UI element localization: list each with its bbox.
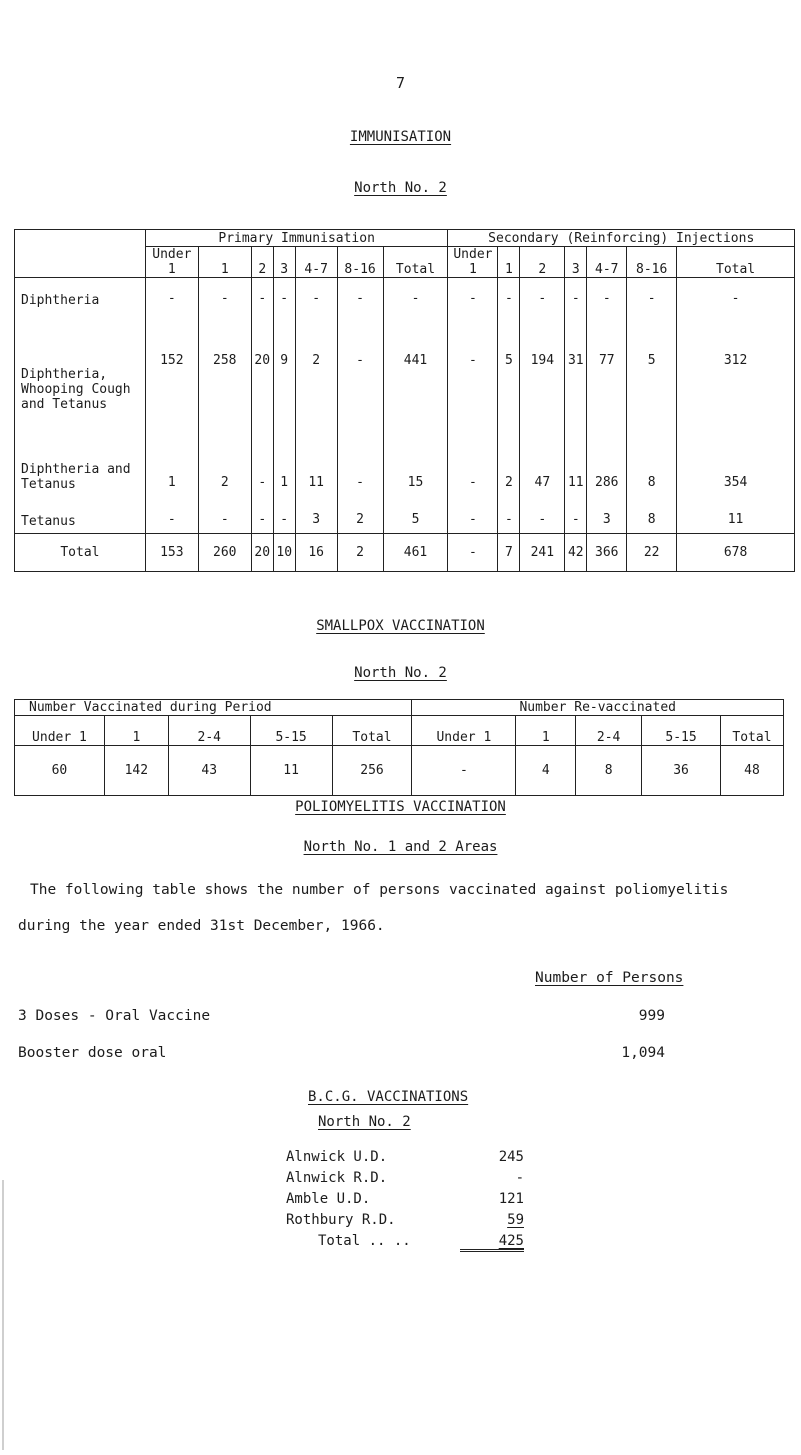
row-cell: 20 [251, 312, 273, 416]
smallpox-col-header: 2-4 [168, 716, 250, 746]
row-cell: 312 [677, 312, 795, 416]
empty-corner [15, 230, 146, 247]
row-cell: 8 [627, 416, 677, 496]
total-cell: 10 [273, 534, 295, 572]
row-cell: - [677, 278, 795, 312]
polio-paragraph: The following table shows the number of persons vaccinated against poliomyelitis during the year ended 31st December, 1966. [18, 882, 729, 934]
immunisation-table [14, 229, 795, 572]
smallpox-value: 36 [642, 746, 721, 796]
smallpox-value: 8 [576, 746, 642, 796]
row-cell: 11 [295, 416, 337, 496]
bcg-row-value: 121 [498, 1191, 524, 1207]
row-cell: - [198, 278, 251, 312]
smallpox-value: 4 [516, 746, 576, 796]
header-label-cell [15, 247, 146, 278]
row-cell: - [565, 278, 587, 312]
bcg-row-label: Alnwick R.D. [286, 1170, 388, 1186]
col-header: 3 [565, 247, 587, 278]
row-cell: - [337, 312, 383, 416]
bcg-row-label: Rothbury R.D. [286, 1212, 396, 1228]
row-cell: 441 [383, 312, 448, 416]
bcg-total-value: 425 [460, 1233, 524, 1252]
row-cell: - [337, 278, 383, 312]
row-cell: - [145, 496, 198, 534]
row-cell: 47 [520, 416, 565, 496]
total-cell: 22 [627, 534, 677, 572]
bcg-row-value: 59 [507, 1212, 524, 1228]
smallpox-title: SMALLPOX VACCINATION [316, 618, 485, 634]
row-cell: - [448, 312, 498, 416]
row-cell: 3 [295, 496, 337, 534]
bcg-title: B.C.G. VACCINATIONS [308, 1089, 469, 1105]
smallpox-value: 60 [15, 746, 105, 796]
row-cell: 2 [295, 312, 337, 416]
row-cell: 8 [627, 496, 677, 534]
row-cell: - [337, 416, 383, 496]
row-cell: 11 [565, 416, 587, 496]
col-header: 4-7 [295, 247, 337, 278]
total-cell: 16 [295, 534, 337, 572]
smallpox-table [14, 699, 784, 796]
col-header: 4-7 [587, 247, 627, 278]
row-cell: 2 [198, 416, 251, 496]
row-cell: - [295, 278, 337, 312]
immunisation-title: IMMUNISATION [349, 129, 452, 145]
row-cell: 9 [273, 312, 295, 416]
row-cell: - [565, 496, 587, 534]
total-cell: 260 [198, 534, 251, 572]
row-cell: 1 [273, 416, 295, 496]
row-cell: 77 [587, 312, 627, 416]
total-row-label: Total [15, 534, 146, 572]
col-header: 2 [520, 247, 565, 278]
bcg-row-value: 245 [498, 1149, 524, 1165]
row-cell: 1 [145, 416, 198, 496]
immunisation-row [15, 312, 795, 416]
smallpox-col-header: 5-15 [642, 716, 721, 746]
smallpox-col-header: 1 [516, 716, 576, 746]
row-cell: 152 [145, 312, 198, 416]
row-cell: 354 [677, 416, 795, 496]
row-cell: - [587, 278, 627, 312]
immunisation-subtitle: North No. 2 [354, 180, 447, 196]
row-cell: 11 [677, 496, 795, 534]
smallpox-value: - [412, 746, 516, 796]
smallpox-col-header: Under 1 [412, 716, 516, 746]
col-header: 2 [251, 247, 273, 278]
col-header: 8-16 [627, 247, 677, 278]
row-label: Diphtheria [15, 278, 146, 312]
row-cell: 5 [383, 496, 448, 534]
smallpox-col-header: 2-4 [576, 716, 642, 746]
smallpox-col-header: 1 [104, 716, 168, 746]
col-header: Total [383, 247, 448, 278]
row-cell: - [273, 496, 295, 534]
immunisation-row [15, 416, 795, 496]
group-secondary-header: Secondary (Reinforcing) Injections [448, 230, 795, 247]
total-cell: 241 [520, 534, 565, 572]
row-cell: 286 [587, 416, 627, 496]
total-cell: 153 [145, 534, 198, 572]
smallpox-value: 43 [168, 746, 250, 796]
row-cell: 5 [627, 312, 677, 416]
smallpox-col-header: Total [720, 716, 783, 746]
row-cell: - [198, 496, 251, 534]
row-cell: - [627, 278, 677, 312]
bcg-row-label: Amble U.D. [286, 1191, 371, 1207]
page-number: 7 [395, 74, 406, 92]
polio-column-heading: Number of Persons [535, 970, 684, 986]
row-cell: - [251, 496, 273, 534]
polio-row-value: 999 [638, 1008, 665, 1024]
row-cell: - [383, 278, 448, 312]
row-cell: - [520, 278, 565, 312]
polio-row-label: 3 Doses - Oral Vaccine [18, 1008, 211, 1024]
row-cell: - [273, 278, 295, 312]
row-cell: 2 [498, 416, 520, 496]
col-header: Under 1 [448, 247, 498, 278]
row-label: Diphtheria, Whooping Cough and Tetanus [15, 312, 146, 416]
row-cell: - [448, 416, 498, 496]
col-header: 8-16 [337, 247, 383, 278]
smallpox-subtitle: North No. 2 [354, 665, 447, 681]
row-cell: - [251, 278, 273, 312]
bcg-row-label: Alnwick U.D. [286, 1149, 388, 1165]
row-cell: - [498, 278, 520, 312]
row-cell: - [448, 496, 498, 534]
smallpox-header-row [15, 716, 784, 746]
smallpox-values-row [15, 746, 784, 796]
smallpox-col-header: Under 1 [15, 716, 105, 746]
row-cell: - [520, 496, 565, 534]
bcg-subtitle: North No. 2 [318, 1114, 411, 1130]
col-header: Total [677, 247, 795, 278]
bcg-total-label: Total .. .. [318, 1233, 411, 1249]
total-cell: 20 [251, 534, 273, 572]
smallpox-value: 142 [104, 746, 168, 796]
row-cell: 2 [337, 496, 383, 534]
row-cell: 3 [587, 496, 627, 534]
group-primary-header: Primary Immunisation [145, 230, 448, 247]
smallpox-value: 11 [250, 746, 332, 796]
row-cell: 258 [198, 312, 251, 416]
total-cell: 7 [498, 534, 520, 572]
row-cell: - [448, 278, 498, 312]
row-cell: 31 [565, 312, 587, 416]
row-label: Diphtheria and Tetanus [15, 416, 146, 496]
group-vaccinated-header: Number Vaccinated during Period [15, 700, 412, 716]
total-cell: 461 [383, 534, 448, 572]
total-cell: 2 [337, 534, 383, 572]
polio-row-label: Booster dose oral [18, 1045, 167, 1061]
polio-row-value: 1,094 [621, 1045, 665, 1061]
row-cell: - [145, 278, 198, 312]
col-header: 3 [273, 247, 295, 278]
row-label: Tetanus [15, 496, 146, 534]
smallpox-col-header: Total [332, 716, 412, 746]
scan-margin-line [2, 1180, 4, 1450]
smallpox-value: 256 [332, 746, 412, 796]
row-cell: - [251, 416, 273, 496]
bcg-row-value: - [515, 1170, 524, 1186]
col-header: 1 [498, 247, 520, 278]
immunisation-total-row [15, 534, 795, 572]
immunisation-header-row [15, 247, 795, 278]
total-cell: 42 [565, 534, 587, 572]
group-revaccinated-header: Number Re-vaccinated [412, 700, 784, 716]
col-header: 1 [198, 247, 251, 278]
smallpox-value: 48 [720, 746, 783, 796]
polio-subtitle: North No. 1 and 2 Areas [303, 839, 498, 855]
total-cell: - [448, 534, 498, 572]
row-cell: 194 [520, 312, 565, 416]
total-cell: 678 [677, 534, 795, 572]
smallpox-col-header: 5-15 [250, 716, 332, 746]
col-header: Under 1 [145, 247, 198, 278]
row-cell: 15 [383, 416, 448, 496]
row-cell: - [498, 496, 520, 534]
polio-title: POLIOMYELITIS VACCINATION [295, 799, 506, 815]
immunisation-row [15, 278, 795, 312]
row-cell: 5 [498, 312, 520, 416]
immunisation-row [15, 496, 795, 534]
total-cell: 366 [587, 534, 627, 572]
